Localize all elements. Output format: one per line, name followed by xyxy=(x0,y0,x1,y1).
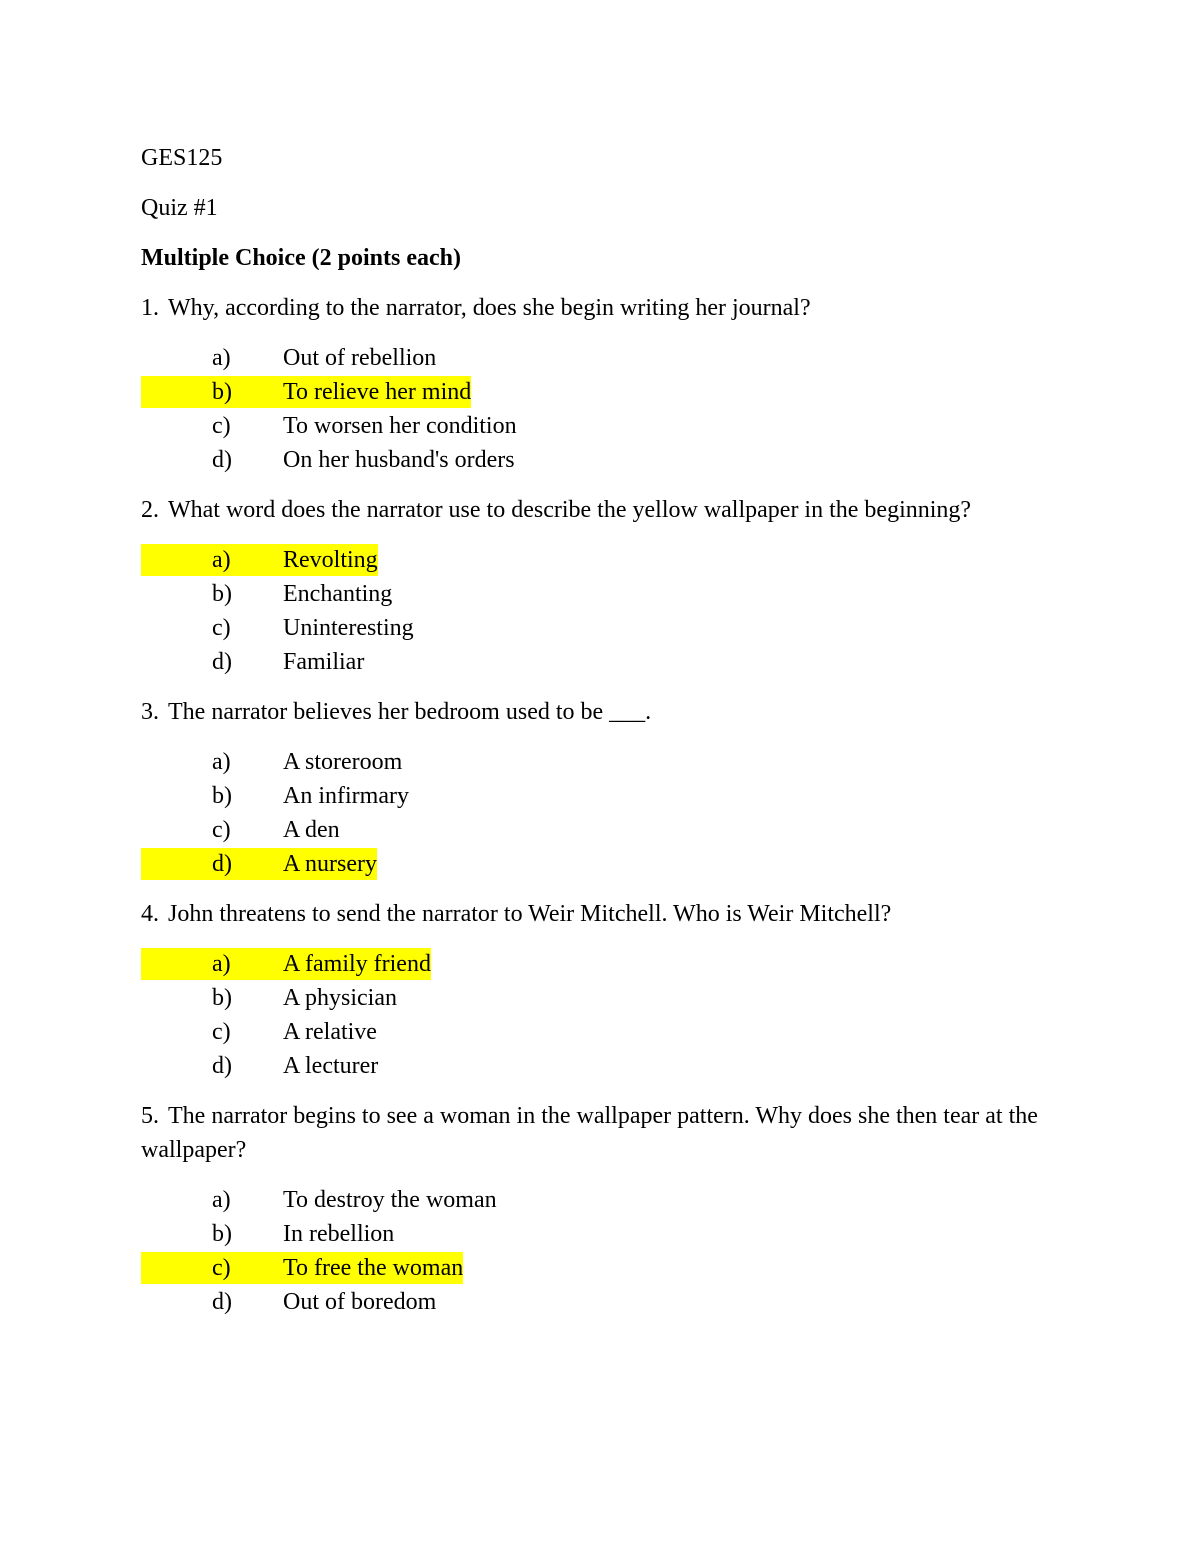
answer-options xyxy=(141,745,1081,881)
option-text: An infirmary xyxy=(283,783,409,809)
answer-options xyxy=(141,1183,1081,1319)
option-content xyxy=(141,1218,394,1250)
option-letter: a) xyxy=(212,345,231,371)
option-letter: b) xyxy=(212,379,232,405)
option-letter: c) xyxy=(212,1019,231,1045)
answer-option xyxy=(141,1285,1081,1319)
answer-option xyxy=(141,577,1081,611)
answer-option xyxy=(141,745,1081,779)
option-letter: c) xyxy=(212,615,231,641)
option-letter: d) xyxy=(212,1289,232,1315)
option-text: Familiar xyxy=(283,649,365,675)
question-text: John threatens to send the narrator to Weir Mitchell. Who is Weir Mitchell? xyxy=(168,901,892,927)
option-text: A den xyxy=(283,817,340,843)
answer-option xyxy=(141,1015,1081,1049)
option-letter: d) xyxy=(212,649,232,675)
question-2 xyxy=(141,493,1081,527)
option-content xyxy=(141,746,402,778)
question-number: 5. xyxy=(141,1103,159,1129)
question-number: 4. xyxy=(141,901,159,927)
option-letter: a) xyxy=(212,547,231,573)
option-letter: a) xyxy=(212,1187,231,1213)
option-content xyxy=(141,646,364,678)
answer-options xyxy=(141,341,1081,477)
option-content xyxy=(141,982,397,1014)
answer-option xyxy=(141,981,1081,1015)
answer-option-highlighted xyxy=(141,375,1081,409)
option-letter: d) xyxy=(212,1053,232,1079)
question-text: The narrator begins to see a woman in the wallpaper pattern. Why does she then tear at the wallpaper? xyxy=(141,1103,1038,1163)
answer-option xyxy=(141,611,1081,645)
question-number: 1. xyxy=(141,295,159,321)
option-text: To destroy the woman xyxy=(283,1187,497,1213)
question-3 xyxy=(141,695,1081,729)
option-content xyxy=(141,342,436,374)
option-letter: d) xyxy=(212,447,232,473)
option-text: A family friend xyxy=(283,951,431,977)
option-letter: b) xyxy=(212,1221,232,1247)
option-content xyxy=(141,948,431,980)
answer-option-highlighted xyxy=(141,1251,1081,1285)
answer-option xyxy=(141,1183,1081,1217)
option-content xyxy=(141,1016,377,1048)
option-text: Uninteresting xyxy=(283,615,414,641)
option-content xyxy=(141,544,378,576)
answer-option xyxy=(141,409,1081,443)
option-letter: c) xyxy=(212,413,231,439)
answer-option-highlighted xyxy=(141,947,1081,981)
option-content xyxy=(141,848,377,880)
option-content xyxy=(141,444,515,476)
quiz-title: Quiz #1 xyxy=(141,195,218,221)
answer-option xyxy=(141,443,1081,477)
option-text: Out of rebellion xyxy=(283,345,437,371)
answer-option xyxy=(141,645,1081,679)
option-content xyxy=(141,376,471,408)
option-text: In rebellion xyxy=(283,1221,395,1247)
option-text: Out of boredom xyxy=(283,1289,437,1315)
answer-option xyxy=(141,779,1081,813)
option-text: To worsen her condition xyxy=(283,413,517,439)
option-text: A storeroom xyxy=(283,749,403,775)
option-letter: a) xyxy=(212,951,231,977)
quiz-document xyxy=(141,141,1081,1335)
answer-option-highlighted xyxy=(141,543,1081,577)
question-number: 2. xyxy=(141,497,159,523)
option-text: A relative xyxy=(283,1019,377,1045)
option-letter: c) xyxy=(212,817,231,843)
question-text: The narrator believes her bedroom used to be ___. xyxy=(168,699,652,725)
option-content xyxy=(141,814,340,846)
option-letter: b) xyxy=(212,985,232,1011)
option-content xyxy=(141,1286,436,1318)
option-text: Enchanting xyxy=(283,581,393,607)
option-content xyxy=(141,1252,463,1284)
question-text: What word does the narrator use to describe the yellow wallpaper in the beginning? xyxy=(168,497,972,523)
option-letter: a) xyxy=(212,749,231,775)
option-content xyxy=(141,578,392,610)
question-number: 3. xyxy=(141,699,159,725)
option-letter: b) xyxy=(212,581,232,607)
answer-option xyxy=(141,1049,1081,1083)
option-content xyxy=(141,1184,497,1216)
question-1 xyxy=(141,291,1081,325)
answer-option xyxy=(141,341,1081,375)
option-text: A nursery xyxy=(283,851,377,877)
option-content xyxy=(141,1050,378,1082)
question-list xyxy=(141,291,1081,1319)
question-5 xyxy=(141,1099,1081,1167)
answer-options xyxy=(141,543,1081,679)
option-letter: c) xyxy=(212,1255,231,1281)
option-content xyxy=(141,780,409,812)
option-text: A lecturer xyxy=(283,1053,379,1079)
answer-option xyxy=(141,813,1081,847)
question-text: Why, according to the narrator, does she begin writing her journal? xyxy=(168,295,811,321)
option-letter: b) xyxy=(212,783,232,809)
course-code: GES125 xyxy=(141,145,223,171)
option-content xyxy=(141,410,517,442)
option-text: On her husband's orders xyxy=(283,447,515,473)
answer-option-highlighted xyxy=(141,847,1081,881)
answer-option xyxy=(141,1217,1081,1251)
section-heading: Multiple Choice (2 points each) xyxy=(141,245,461,271)
option-text: To free the woman xyxy=(283,1255,464,1281)
option-text: Revolting xyxy=(283,547,378,573)
question-4 xyxy=(141,897,1081,931)
answer-options xyxy=(141,947,1081,1083)
option-text: A physician xyxy=(283,985,397,1011)
option-text: To relieve her mind xyxy=(283,379,472,405)
option-content xyxy=(141,612,414,644)
option-letter: d) xyxy=(212,851,232,877)
